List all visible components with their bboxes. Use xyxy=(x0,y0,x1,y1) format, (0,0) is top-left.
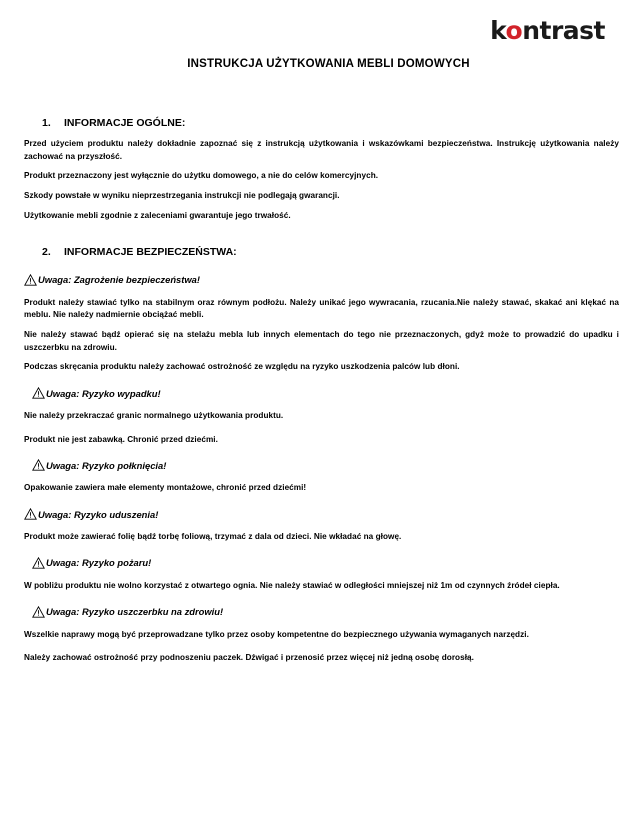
paragraph: Opakowanie zawiera małe elementy montażowe, chronić przed dziećmi! xyxy=(24,483,307,493)
warning-triangle-icon xyxy=(32,387,45,399)
warning-label: Uwaga: Ryzyko pożaru! xyxy=(46,557,152,569)
paragraph: Nie należy stawać bądź opierać się na stelażu mebla lub innych elementach do tego nie przeznaczonych, gdyż może to prowadzić do upadku i uszczerbku na zdrowiu. xyxy=(24,329,619,352)
kontrast-logo xyxy=(490,18,605,43)
warning-triangle-icon xyxy=(32,459,45,471)
warning-heading xyxy=(24,508,619,520)
warning-heading xyxy=(24,606,619,618)
paragraph: Szkody powstałe w wyniku nieprzestrzegania instrukcji nie podlegają gwarancji. xyxy=(24,191,340,201)
section-heading-safety xyxy=(24,243,619,261)
paragraph: Użytkowanie mebli zgodnie z zaleceniami gwarantuje jego trwałość. xyxy=(24,210,291,220)
warning-heading xyxy=(24,557,619,569)
warning-heading xyxy=(24,387,619,399)
warning-heading xyxy=(24,459,619,471)
document-content xyxy=(24,108,619,672)
page-title: INSTRUKCJA UŻYTKOWANIA MEBLI DOMOWYCH xyxy=(187,58,470,70)
warning-label: Uwaga: Ryzyko wypadku! xyxy=(46,387,161,399)
warning-label: Uwaga: Ryzyko uszczerbku na zdrowiu! xyxy=(46,606,224,618)
warning-triangle-icon xyxy=(24,274,37,286)
section-number: 2. xyxy=(42,245,51,258)
warning-heading xyxy=(24,274,619,286)
warning-label: Uwaga: Ryzyko uduszenia! xyxy=(38,508,159,520)
section-number: 1. xyxy=(42,117,51,129)
logo-accent: o xyxy=(505,16,523,45)
section-label: INFORMACJE OGÓLNE: xyxy=(64,117,186,129)
paragraph: Produkt nie jest zabawką. Chronić przed dziećmi. xyxy=(24,434,218,444)
paragraph: Przed użyciem produktu należy dokładnie zapoznać się z instrukcją użytkowania i wskazówkami bezpieczeństwa. Instrukcję użytkowania należy zachować na przyszłość. xyxy=(24,139,619,161)
section-heading-general xyxy=(24,114,619,132)
paragraph: Wszelkie naprawy mogą być przeprowadzane tylko przez osoby kompetentne do bezpiecznego używania wymaganych narzędzi. xyxy=(24,629,529,639)
paragraph: Produkt może zawierać folię bądź torbę foliową, trzymać z dala od dzieci. Nie wkładać na głowę. xyxy=(24,532,402,542)
paragraph: Należy zachować ostrożność przy podnoszeniu paczek. Dźwigać i przenosić przez więcej niż jedną osobę dorosłą. xyxy=(24,653,474,663)
paragraph: Podczas skręcania produktu należy zachować ostrożność ze względu na ryzyko uszkodzenia palców lub dłoni. xyxy=(24,362,460,372)
paragraph: Nie należy przekraczać granic normalnego użytkowania produktu. xyxy=(24,411,284,421)
warning-label: Uwaga: Ryzyko połknięcia! xyxy=(46,459,167,471)
paragraph: Produkt należy stawiać tylko na stabilnym oraz równym podłożu. Należy unikać jego wywracania, rzucania.Nie należy stawać, skakać ani klękać na meblu. Nie należy nadmiernie obciążać mebli. xyxy=(24,297,619,320)
warning-triangle-icon xyxy=(24,508,37,520)
paragraph: Produkt przeznaczony jest wyłącznie do użytku domowego, a nie do celów komercyjnych. xyxy=(24,171,379,181)
logo-part2: ntrast xyxy=(522,16,605,45)
paragraph: W pobliżu produktu nie wolno korzystać z otwartego ognia. Nie należy stawiać w odległości mniejszej niż 1m od czynnych źródeł ciepła. xyxy=(24,580,560,590)
logo-part1: k xyxy=(490,16,506,45)
section-label: INFORMACJE BEZPIECZEŃSTWA: xyxy=(64,245,237,258)
warning-triangle-icon xyxy=(32,557,45,569)
warning-label: Uwaga: Zagrożenie bezpieczeństwa! xyxy=(38,274,201,286)
warning-triangle-icon xyxy=(32,606,45,618)
